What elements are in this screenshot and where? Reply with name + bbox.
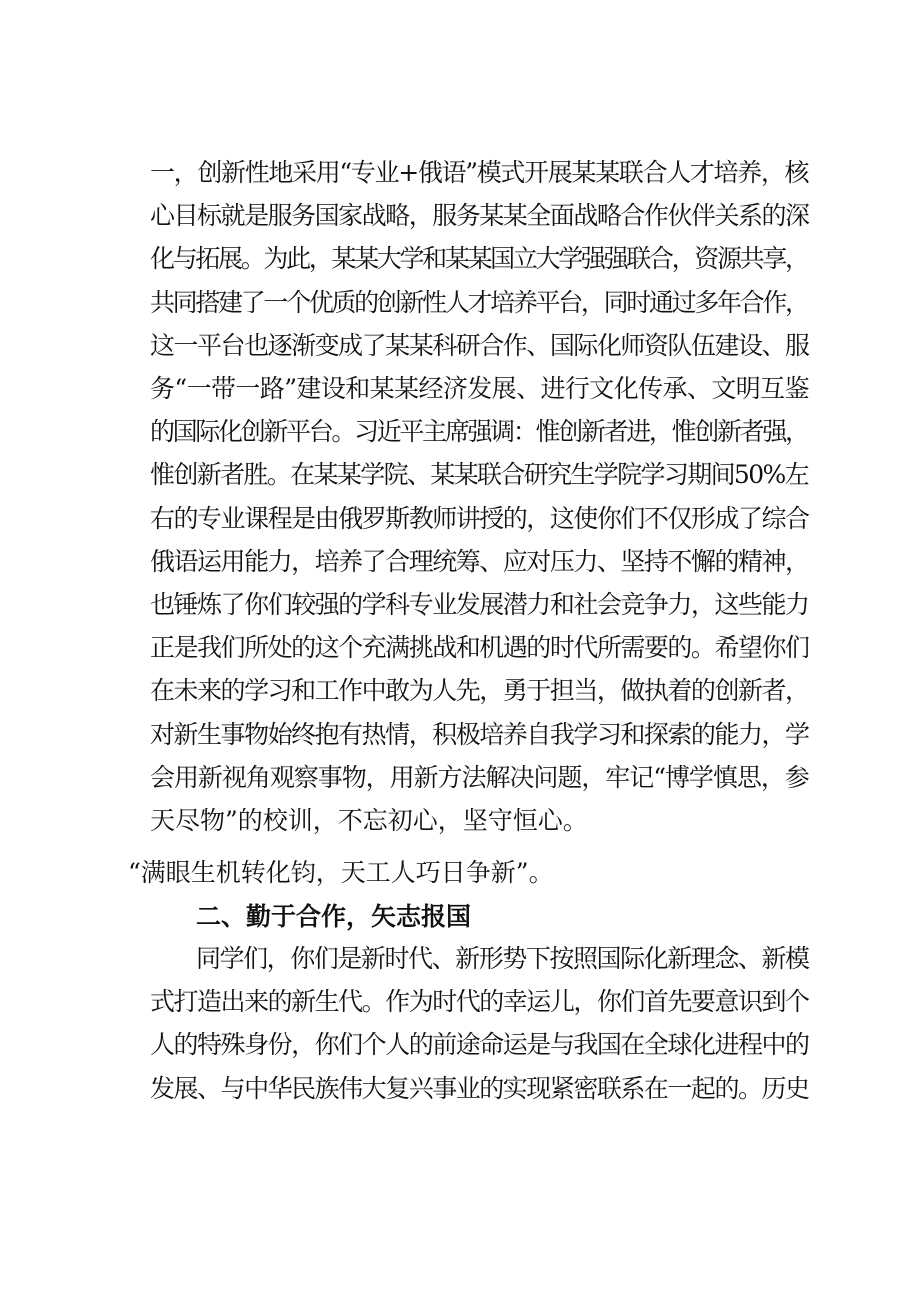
- text-line: 发展、与中华民族伟大复兴事业的实现紧密联系在一起的。历史: [150, 1073, 809, 1103]
- text-line: 这一平台也逐渐变成了某某科研合作、国际化师资队伍建设、服: [150, 330, 809, 360]
- text-line: 同学们，你们是新时代、新形势下按照国际化新理念、新模: [196, 944, 809, 973]
- text-line: 也锤炼了你们较强的学科专业发展潜力和社会竞争力，这些能力: [150, 590, 809, 619]
- text-line: 正是我们所处的这个充满挑战和机遇的时代所需要的。希望你们: [150, 633, 809, 663]
- text-line: 化与拓展。为此，某某大学和某某国立大学强强联合，资源共享，: [150, 244, 808, 274]
- text-line: 俄语运用能力，培养了合理统筹、应对压力、坚持不懈的精神，: [150, 546, 809, 576]
- section-heading: 二、勤于合作，矢志报国: [196, 902, 472, 931]
- text-line: 心目标就是服务国家战略，服务某某全面战略合作伙伴关系的深: [150, 201, 809, 231]
- text-line: 天尽物”的校训，不忘初心，坚守恒心。: [150, 806, 588, 835]
- text-line: 式打造出来的新生代。作为时代的幸运儿，你们首先要意识到个: [150, 987, 809, 1017]
- text-line: 右的专业课程是由俄罗斯教师讲授的，这使你们不仅形成了综合: [150, 503, 809, 533]
- text-line: 一，创新性地采用“专业+俄语”模式开展某某联合人才培养，核: [150, 158, 809, 187]
- text-line: 的国际化创新平台。习近平主席强调：惟创新者进，惟创新者强，: [150, 417, 808, 447]
- text-line: 共同搭建了一个优质的创新性人才培养平台，同时通过多年合作，: [150, 287, 808, 317]
- quote-line: “满眼生机转化钧，天工人巧日争新”。: [128, 858, 554, 887]
- text-line: 人的特殊身份，你们个人的前途命运是与我国在全球化进程中的: [150, 1030, 809, 1060]
- text-line: 会用新视角观察事物，用新方法解决问题，牢记“博学慎思，参: [150, 762, 809, 792]
- text-line: 在未来的学习和工作中敢为人先，勇于担当，做执着的创新者，: [150, 676, 809, 706]
- text-line: 惟创新者胜。在某某学院、某某联合研究生学院学习期间50%左: [150, 460, 808, 490]
- text-line: 对新生事物始终抱有热情，积极培养自我学习和探索的能力，学: [150, 719, 809, 749]
- text-line: 务“一带一路”建设和某某经济发展、进行文化传承、文明互鉴: [150, 374, 809, 403]
